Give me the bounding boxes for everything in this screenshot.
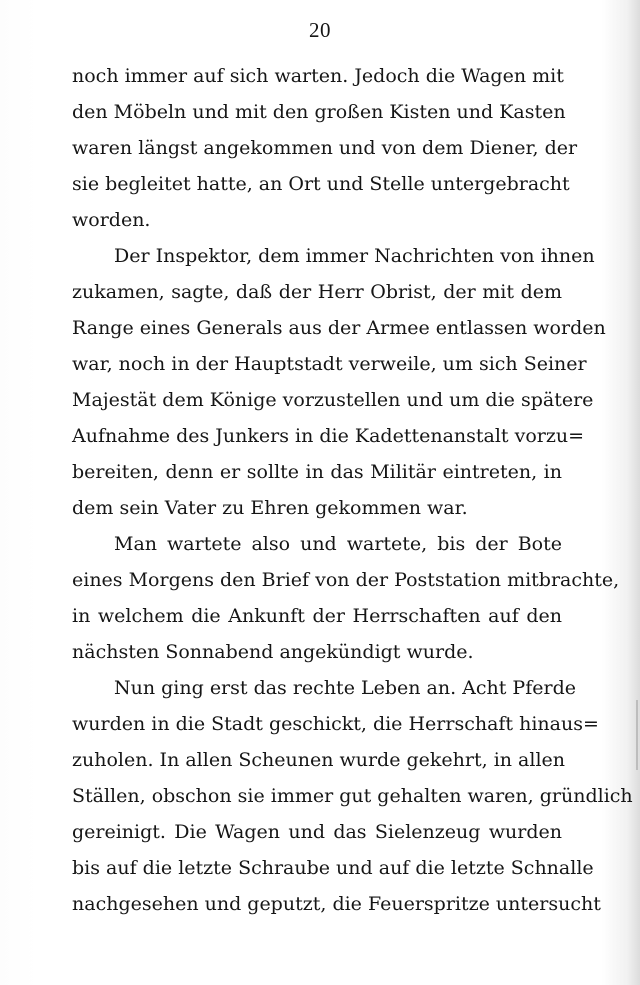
text-line: Man wartete also und wartete, bis der Bote <box>114 533 562 555</box>
text-line: zuholen. In allen Scheunen wurde gekehrt, in allen <box>72 749 566 771</box>
text-line: Majestät dem Könige vorzustellen und um die spätere <box>72 389 594 411</box>
paragraph-2 <box>72 238 606 526</box>
body-text <box>72 58 633 922</box>
text-line: noch immer auf sich warten. Jedoch die Wagen mit <box>72 65 564 87</box>
text-line: bereiten, denn er sollte in das Militär eintreten, in <box>72 461 562 483</box>
text-line: Nun ging erst das rechte Leben an. Acht Pferde <box>114 677 576 699</box>
text-line: wurden in die Stadt geschickt, die Herrschaft hinaus= <box>72 713 599 735</box>
text-line: war, noch in der Hauptstadt verweile, um sich Seiner <box>72 353 587 375</box>
text-line: Ställen, obschon sie immer gut gehalten waren, gründlich <box>72 785 633 807</box>
text-line: nächsten Sonnabend angekündigt wurde. <box>72 641 474 663</box>
text-line: worden. <box>72 209 151 231</box>
text-line: dem sein Vater zu Ehren gekommen war. <box>72 497 468 519</box>
text-line: bis auf die letzte Schraube und auf die letzte Schnalle <box>72 857 594 879</box>
page-edge-shadow <box>636 700 638 770</box>
text-line: den Möbeln und mit den großen Kisten und Kasten <box>72 101 566 123</box>
page-number: 20 <box>309 18 331 42</box>
text-line: Aufnahme des Junkers in die Kadettenanstalt vorzu= <box>72 425 585 447</box>
text-line: gereinigt. Die Wagen und das Sielenzeug wurden <box>72 821 562 843</box>
paragraph-3 <box>72 526 620 670</box>
text-line: eines Morgens den Brief von der Poststation mitbrachte, <box>72 569 620 591</box>
text-line: Der Inspektor, dem immer Nachrichten von ihnen <box>114 245 595 267</box>
text-line: Range eines Generals aus der Armee entlassen worden <box>72 317 606 339</box>
paragraph-4 <box>72 670 633 922</box>
text-line: in welchem die Ankunft der Herrschaften auf den <box>72 605 562 627</box>
paragraph-1 <box>72 58 578 238</box>
text-line: zukamen, sagte, daß der Herr Obrist, der mit dem <box>72 281 562 303</box>
text-line: sie begleitet hatte, an Ort und Stelle untergebracht <box>72 173 570 195</box>
text-line: nachgesehen und geputzt, die Feuerspritze untersucht <box>72 893 601 915</box>
text-line: waren längst angekommen und von dem Diener, der <box>72 137 578 159</box>
